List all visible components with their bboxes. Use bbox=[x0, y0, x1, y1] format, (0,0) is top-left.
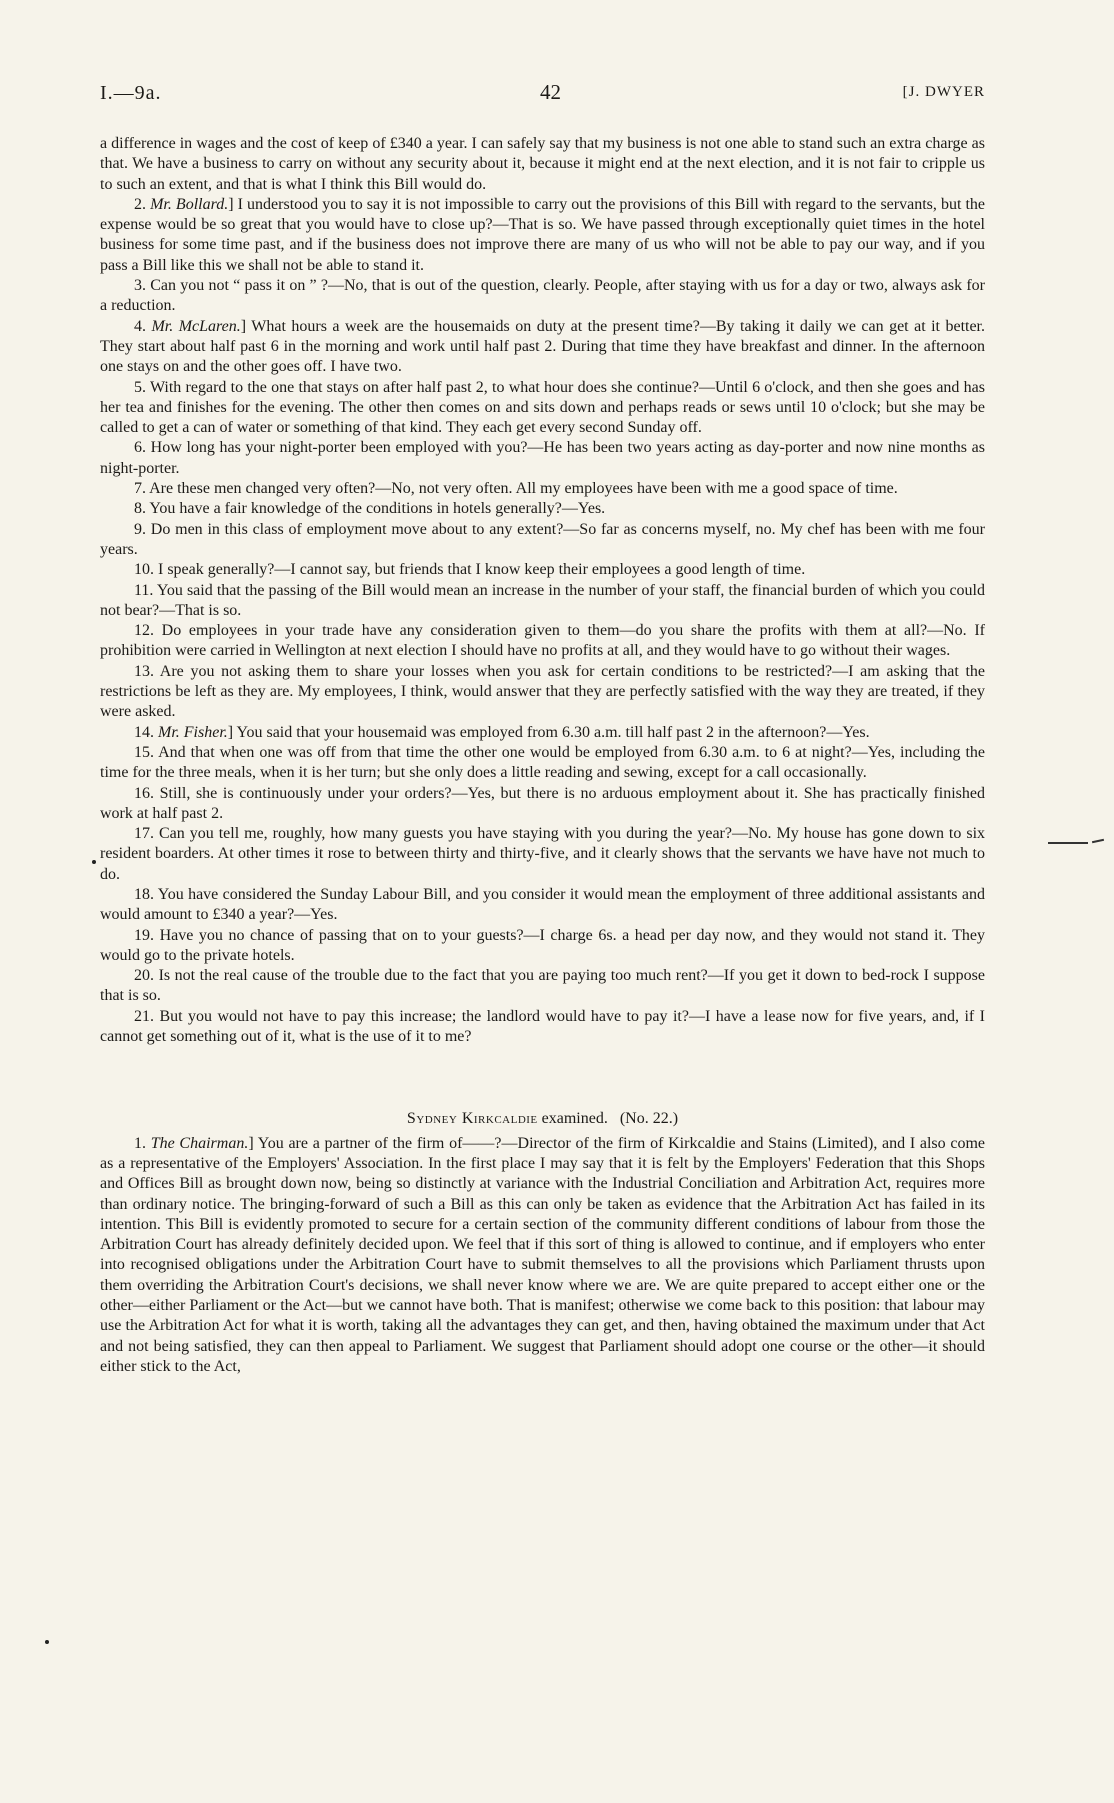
question-text: ] What hours a week are the housemaids on duty at the present time?—By taking it daily we can get at it better. They start about half past 6 in the morning and work until half past 2. During that time they have breakfast and dinner. In the afternoon one stays on and the other goes off. I have two. bbox=[100, 317, 986, 376]
question-paragraph bbox=[100, 276, 985, 317]
question-paragraph bbox=[100, 195, 985, 276]
question-text: ] You said that your housemaid was employed from 6.30 a.m. till half past 2 in the afternoon?—Yes. bbox=[227, 723, 870, 741]
question-number: 13. bbox=[134, 662, 154, 680]
question-number: 11. bbox=[134, 581, 154, 599]
question-text: a difference in wages and the cost of keep of £340 a year. I can safely say that my business is not one able to stand such an extra charge as that. We have a business to carry on without any security about it, because it might end at the next election, and it is not fair to cripple us to such an extent, and that is what I think this Bill would do. bbox=[100, 135, 985, 193]
margin-dot bbox=[92, 860, 96, 864]
question-number: 20. bbox=[134, 967, 154, 985]
speaker-name: Mr. Bollard. bbox=[150, 195, 229, 213]
question-number: 14. bbox=[134, 723, 154, 741]
question-paragraph bbox=[100, 438, 985, 479]
question-paragraph bbox=[100, 824, 985, 885]
question-number: 3. bbox=[134, 277, 146, 295]
question-number: 19. bbox=[134, 926, 154, 944]
question-text: And that when one was off from that time the other one would be employed from 6.30 a.m. to 6 at night?—Yes, including the time for the three meals, when it is her turn; but she only does a little reading and sewing, except for a call occasionally. bbox=[100, 743, 985, 782]
question-text: You have considered the Sunday Labour Bill, and you consider it would mean the employment of three additional assistants and would amount to £340 a year?—Yes. bbox=[100, 885, 985, 924]
question-text: Are you not asking them to share your losses when you ask for certain conditions to be restricted?—I am asking that the restrictions be left as they are. My employees, I think, would answer that they are perfectly satisfied with the way they are treated, if they were asked. bbox=[100, 662, 986, 721]
question-text: Can you not “ pass it on ” ?—No, that is out of the question, clearly. People, after staying with us for a day or two, always ask for a reduction. bbox=[100, 277, 986, 315]
question-paragraph bbox=[100, 723, 985, 743]
section-label: examined. bbox=[541, 1110, 608, 1128]
question-number: 16. bbox=[134, 784, 154, 802]
section-title bbox=[100, 1109, 985, 1129]
question-text: I speak generally?—I cannot say, but friends that I know keep their employees a good length of time. bbox=[158, 561, 806, 579]
question-text: Are these men changed very often?—No, not very often. All my employees have been with me a good space of time. bbox=[149, 480, 898, 498]
question-text: Have you no chance of passing that on to your guests?—I charge 6s. a head per day now, and they would not stand it. They would go to the private hotels. bbox=[100, 926, 986, 964]
question-text: You said that the passing of the Bill would mean an increase in the number of your staff, the financial burden of which you could not bear?—That is so. bbox=[100, 581, 986, 619]
question-number: 12. bbox=[134, 622, 154, 640]
question-text: But you would not have to pay this increase; the landlord would have to pay it?—I have a lease now for five years, and, if I cannot get something out of it, what is the use of it to me? bbox=[100, 1007, 986, 1046]
page-header bbox=[100, 82, 985, 112]
margin-dot bbox=[45, 1640, 49, 1644]
question-paragraph bbox=[100, 926, 985, 967]
margin-mark bbox=[1048, 842, 1088, 844]
question-text: How long has your night-porter been employed with you?—He has been two years acting as day-porter and now nine months as night-porter. bbox=[100, 439, 986, 477]
section-witness-name: Sydney Kirkcaldie bbox=[406, 1110, 538, 1128]
question-paragraph bbox=[100, 621, 985, 662]
question-paragraph bbox=[100, 966, 985, 1007]
question-number: 21. bbox=[134, 1007, 154, 1025]
question-number: 17. bbox=[134, 825, 154, 843]
question-number: 18. bbox=[134, 885, 154, 903]
question-paragraph bbox=[100, 581, 985, 622]
question-number: 15. bbox=[134, 743, 154, 761]
question-text: Do men in this class of employment move about to any extent?—So far as concerns myself, no. My chef has been with me four years. bbox=[100, 520, 985, 558]
question-number: 10. bbox=[134, 561, 154, 579]
section-number: (No. 22.) bbox=[619, 1110, 679, 1128]
speaker-name: Mr. McLaren. bbox=[151, 317, 241, 335]
question-text: Still, she is continuously under your orders?—Yes, but there is no arduous employment about it. She has practically finished work at half past 2. bbox=[100, 784, 986, 822]
question-paragraph bbox=[100, 784, 985, 825]
question-paragraph bbox=[100, 378, 985, 439]
question-text: Do employees in your trade have any consideration given to them—do you share the profits with them at all?—No. If prohibition were carried in Wellington at next election I should have no profits at all, and they would have to go without their wages. bbox=[100, 622, 986, 660]
document-reference: I.—9a. bbox=[100, 82, 162, 104]
speaker-name: Mr. Fisher. bbox=[158, 723, 228, 741]
question-text: Can you tell me, roughly, how many guests you have staying with you during the year?—No. My house has gone down to six resident boarders. At other times it rose to between thirty and thirty-five, and it clearly shows that the servants we have have not much to do. bbox=[100, 825, 986, 883]
question-text: Is not the real cause of the trouble due to the fact that you are paying too much rent?—If you get it down to bed-rock I suppose that is so. bbox=[100, 967, 986, 1005]
margin-mark-tail bbox=[1092, 839, 1104, 843]
question-paragraph bbox=[100, 520, 985, 561]
page-number: 42 bbox=[540, 80, 561, 104]
question-number: 4. bbox=[134, 317, 146, 335]
question-number: 6. bbox=[134, 439, 146, 457]
question-paragraph bbox=[100, 1134, 985, 1378]
question-paragraph bbox=[100, 1007, 985, 1048]
question-paragraph bbox=[100, 662, 985, 723]
question-number: 1. bbox=[134, 1134, 146, 1152]
question-text: ] You are a partner of the firm of——?—Director of the firm of Kirkcaldie and Stains (Limited), and I also come as a representative of the Employers' Association. In the first place I may say that it is felt by the Employers' Federation that this Shops and Offices Bill as brought down now, being so distinctly at variance with the Industrial Conciliation and Arbitration Act, requires more than ordinary notice. The bringing-forward of such a Bill as this can only be taken as evidence that the Arbitration Act has failed in its intention. This Bill is evidently promoted to secure for a certain section of the community different conditions of labour from those the Arbitration Court has already definitely decided upon. We feel that if this sort of thing is allowed to continue, and if employers who enter into recognised obligations under the Arbitration Court have to submit themselves to all the provisions which Parliament thrusts upon them overriding the Arbitration Court's decisions, we shall never know where we are. We are quite prepared to accept either one or the other—either Parliament or the Act—but we cannot have both. That is manifest; otherwise we come back to this position: that labour may use the Arbitration Act for what it is worth, taking all the advantages they can get, and then, having obtained the maximum under that Act and not being satisfied, they can then appeal to Parliament. We suggest that Parliament should adopt one course or the other—it should either stick to the Act, bbox=[100, 1134, 986, 1375]
body-text bbox=[100, 134, 985, 1377]
question-number: 8. bbox=[134, 500, 146, 518]
speaker-name: The Chairman. bbox=[150, 1134, 249, 1152]
question-number: 7. bbox=[134, 480, 146, 498]
question-paragraph bbox=[100, 560, 985, 580]
question-paragraph bbox=[100, 479, 985, 499]
question-number: 2. bbox=[134, 195, 146, 213]
question-paragraph bbox=[100, 499, 985, 519]
question-text: You have a fair knowledge of the conditions in hotels generally?—Yes. bbox=[149, 500, 606, 518]
question-number: 9. bbox=[134, 520, 146, 538]
question-list bbox=[100, 134, 985, 1047]
section-question-list bbox=[100, 1134, 985, 1378]
question-paragraph bbox=[100, 885, 985, 926]
witness-name: [J. DWYER bbox=[902, 84, 985, 100]
question-paragraph bbox=[100, 317, 985, 378]
question-text: With regard to the one that stays on after half past 2, to what hour does she continue?—Until 6 o'clock, and then she goes and has her tea and finishes for the evening. The other then comes on and sits down and perhaps reads or sews until 10 o'clock; but she may be called to get a can of water or something of that kind. They each get every second Sunday off. bbox=[100, 378, 985, 437]
question-text: ] I understood you to say it is not impossible to carry out the provisions of this Bill with regard to the servants, but the expense would be so great that you would have to close up?—That is so. We have passed through exceptionally quiet times in the hotel business for some time past, and if the business does not improve there are many of us who will not be able to pay our way, and if you pass a Bill like this we shall not be able to stand it. bbox=[100, 195, 986, 274]
question-paragraph bbox=[100, 743, 985, 784]
question-number: 5. bbox=[134, 378, 146, 396]
question-paragraph bbox=[100, 134, 985, 195]
